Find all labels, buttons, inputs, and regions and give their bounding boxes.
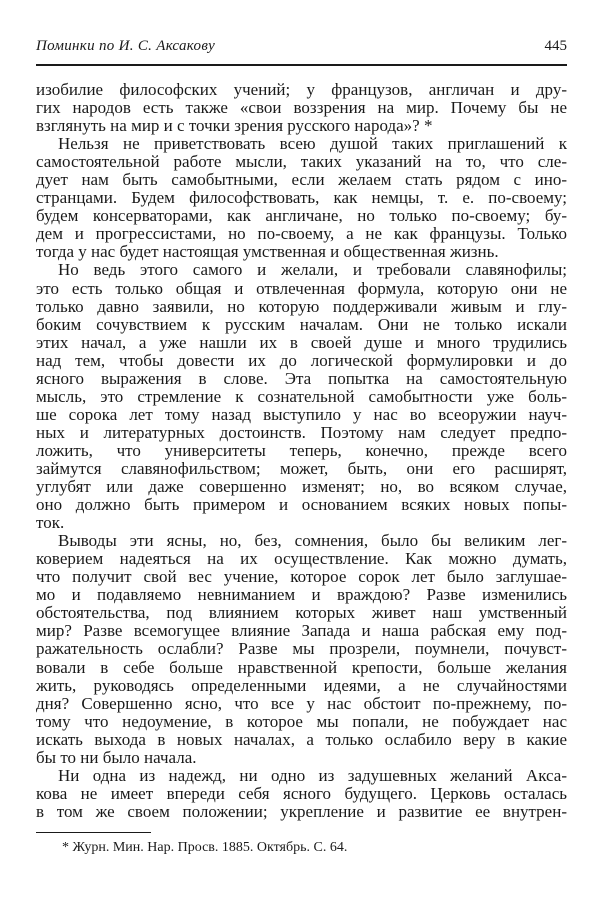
text-line: искать выхода в новых началах, а только ослабило веру в какие xyxy=(36,729,567,749)
paragraph xyxy=(36,261,567,532)
page-number: 445 xyxy=(544,38,567,54)
text-line: гих народов есть также «свои воззрения на мир. Почему бы не xyxy=(36,98,567,118)
text-line: ложить, что университеты теперь, конечно, прежде всего xyxy=(36,440,567,460)
text-line: обстоятельства, под влиянием которых живет наш умственный xyxy=(36,603,567,623)
text-line: взглянуть на мир и с точки зрения русского народа»? * xyxy=(36,116,433,136)
text-line: коверием надеяться на их осуществление. Как можно думать, xyxy=(36,549,567,569)
header-rule xyxy=(36,64,567,66)
text-line: что получит свой вес учение, которое сорок лет было заглушае- xyxy=(36,567,567,587)
text-line: углубят или даже совершенно изменят; но, во всяком случае, xyxy=(36,477,567,497)
text-line: ше сорока лет тому назад выступило у нас во всеоружии науч- xyxy=(36,404,567,424)
text-line: ных и литературных достоинств. Поэтому нам следует предпо- xyxy=(36,422,567,442)
text-line: жить, руководясь определенными идеями, а не случайностями xyxy=(36,675,567,695)
text-line: этих начал, а уже нашли их в своей душе и много трудились xyxy=(36,332,567,352)
text-line: это есть только общая и отвлеченная формула, которую они не xyxy=(36,278,567,298)
paragraph xyxy=(36,135,567,261)
running-header xyxy=(36,38,567,58)
text-line: кова не имеет впереди себя ясного будущего. Церковь осталась xyxy=(36,783,567,803)
running-title: Поминки по И. С. Аксакову xyxy=(36,38,216,54)
text-line: оно должно быть примером и основанием всяких новых попы- xyxy=(36,495,567,515)
footnote-rule xyxy=(36,832,151,833)
text-line: странцами. Будем философствовать, как немцы, т. е. по-своему; xyxy=(36,188,567,208)
text-line: Нельзя не приветствовать всею душой таких приглашений к xyxy=(58,134,567,154)
text-line: вовали в себе больше нравственной крепости, больше желания xyxy=(36,657,567,677)
text-line: мо и подавляемо невниманием и враждою? Разве изменились xyxy=(36,585,567,605)
text-line: тому что недоумение, в которое мы попали, не побуждает нас xyxy=(36,711,567,731)
text-line: Выводы эти ясны, но, без, сомнения, было бы великим лег- xyxy=(58,531,567,551)
text-line: дем и прогрессистами, но по-своему, а не как французы. Только xyxy=(36,224,567,244)
text-line: дует нам быть самобытными, если желаем стать рядом с ино- xyxy=(36,170,567,190)
text-line: над тем, чтобы довести их до логической формулировки и до xyxy=(36,350,567,370)
paragraph xyxy=(36,81,567,135)
text-line: изобилие философских учений; у французов, англичан и дру- xyxy=(36,80,567,99)
text-line: ток. xyxy=(36,513,65,533)
footnote: * Журн. Мин. Нар. Просв. 1885. Октябрь. С. 64. xyxy=(62,840,348,855)
paragraph xyxy=(36,532,567,767)
text-line: тогда у нас будет настоящая умственная и общественная жизнь. xyxy=(36,242,499,262)
text-line: бы то ни было начала. xyxy=(36,747,197,767)
text-line: мир? Разве всемогущее влияние Запада и наша рабская ему под- xyxy=(36,621,567,641)
text-line: займутся славянофильством; может, быть, они его расширят, xyxy=(36,458,567,478)
text-line: самостоятельной работе мысли, таких указаний на то, что сле- xyxy=(36,152,567,172)
page-body xyxy=(36,81,567,821)
text-line: боким сочувствием к русским началам. Они не только искали xyxy=(36,314,567,334)
text-line: ясного выражения в слове. Эта попытка на самостоятельную xyxy=(36,368,567,388)
text-line: дня? Совершенно ясно, что все у нас обстоит по-прежнему, по- xyxy=(36,693,567,713)
paragraph xyxy=(36,767,567,821)
text-line: Ни одна из надежд, ни одно из задушевных желаний Акса- xyxy=(58,765,567,785)
text-line: Но ведь этого самого и желали, и требовали славянофилы; xyxy=(58,260,567,280)
text-line: будем консерваторами, как англичане, но только по-своему; бу- xyxy=(36,206,567,226)
text-line: ражательность ослабли? Разве мы прозрели, поумнели, почувст- xyxy=(36,639,567,659)
text-line: в том же своем положении; укрепление и развитие ее внутрен- xyxy=(36,801,567,821)
text-line: мысль, это стремление к сознательной самобытности уже боль- xyxy=(36,386,567,406)
text-line: только давно заявили, но которую поддерживали живым и глу- xyxy=(36,296,567,316)
